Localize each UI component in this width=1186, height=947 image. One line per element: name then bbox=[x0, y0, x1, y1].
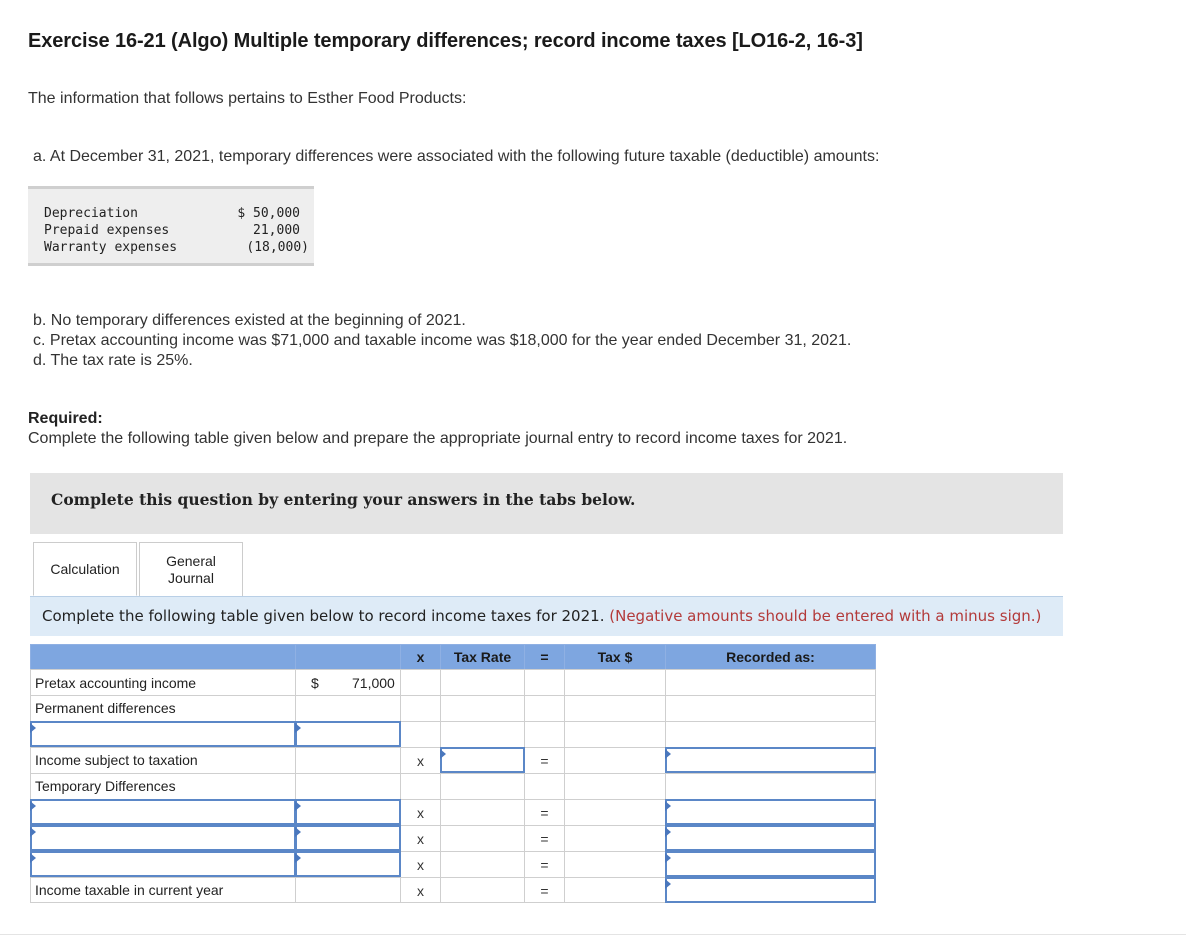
recorded-as-input[interactable] bbox=[665, 747, 876, 773]
multiply-symbol: x bbox=[417, 857, 424, 873]
temp-diff-2-recorded-as-input[interactable] bbox=[665, 825, 876, 851]
temp-diff-1-recorded-as-input[interactable] bbox=[665, 799, 876, 825]
header-tax-rate: Tax Rate bbox=[440, 644, 525, 670]
current-year-recorded-as-input[interactable] bbox=[665, 877, 876, 903]
temp-diff-2-description-input[interactable] bbox=[30, 825, 296, 851]
header-amount bbox=[295, 644, 401, 670]
input-marker-icon bbox=[665, 853, 671, 863]
input-marker-icon bbox=[30, 801, 36, 811]
equals-symbol: = bbox=[540, 831, 549, 847]
permanent-diff-amount-input[interactable] bbox=[295, 721, 401, 747]
temp-diff-2-amount-input[interactable] bbox=[295, 825, 401, 851]
temp-diff-3-description-input[interactable] bbox=[30, 851, 296, 877]
tab-general-journal-line1: General bbox=[166, 552, 216, 569]
input-marker-icon bbox=[30, 853, 36, 863]
given-amount: (18,000) bbox=[246, 240, 309, 255]
header-tax-dollar: Tax $ bbox=[564, 644, 666, 670]
header-recorded-as: Recorded as: bbox=[665, 644, 876, 670]
input-marker-icon bbox=[295, 853, 301, 863]
row-divider bbox=[30, 695, 876, 696]
exercise-title: Exercise 16-21 (Algo) Multiple temporary differences; record income taxes [LO16-2, 16-3] bbox=[28, 30, 863, 52]
row-label-pretax: Pretax accounting income bbox=[35, 675, 197, 691]
header-description bbox=[30, 644, 296, 670]
given-amounts-table bbox=[28, 186, 314, 266]
given-label: Prepaid expenses bbox=[44, 223, 170, 238]
permanent-diff-description-input[interactable] bbox=[30, 721, 296, 747]
tax-rate-input[interactable] bbox=[440, 747, 525, 773]
col-tax-dollar bbox=[564, 669, 666, 903]
item-b-text: b. No temporary differences existed at the beginning of 2021. bbox=[33, 312, 466, 329]
given-row-depreciation bbox=[44, 206, 309, 223]
row-label-temporary-differences: Temporary Differences bbox=[35, 778, 176, 794]
input-marker-icon bbox=[295, 723, 301, 733]
temp-diff-1-amount-input[interactable] bbox=[295, 799, 401, 825]
item-c-text: c. Pretax accounting income was $71,000 and taxable income was $18,000 for the year ended December 31, 2021. bbox=[33, 332, 852, 349]
given-amount: 21,000 bbox=[253, 223, 300, 238]
required-label: Required: bbox=[28, 410, 103, 427]
multiply-symbol: x bbox=[417, 883, 424, 899]
equals-symbol: = bbox=[540, 883, 549, 899]
row-label-taxable-current-year: Income taxable in current year bbox=[35, 882, 224, 898]
item-d-text: d. The tax rate is 25%. bbox=[33, 352, 193, 369]
tab-calculation[interactable]: Calculation bbox=[33, 542, 137, 596]
equals-symbol: = bbox=[540, 857, 549, 873]
input-marker-icon bbox=[295, 827, 301, 837]
input-marker-icon bbox=[30, 723, 36, 733]
instruction-banner: Complete this question by entering your answers in the tabs below. bbox=[30, 473, 1063, 534]
table-instruction bbox=[30, 596, 1063, 636]
input-marker-icon bbox=[665, 749, 671, 759]
input-marker-icon bbox=[30, 827, 36, 837]
multiply-symbol: x bbox=[417, 831, 424, 847]
pretax-amount: 71,000 bbox=[352, 675, 395, 691]
input-marker-icon bbox=[665, 879, 671, 889]
equals-symbol: = bbox=[540, 753, 549, 769]
row-divider bbox=[30, 773, 876, 774]
input-marker-icon bbox=[665, 801, 671, 811]
instruction-note: (Negative amounts should be entered with a minus sign.) bbox=[609, 607, 1042, 625]
tab-general-journal[interactable] bbox=[139, 542, 243, 596]
input-marker-icon bbox=[295, 801, 301, 811]
required-text: Complete the following table given below and prepare the appropriate journal entry to record income taxes for 2021. bbox=[28, 430, 848, 447]
page-divider bbox=[0, 934, 1186, 935]
currency-symbol: $ bbox=[311, 675, 319, 691]
intro-text: The information that follows pertains to Esther Food Products: bbox=[28, 90, 467, 107]
given-label: Warranty expenses bbox=[44, 240, 178, 255]
given-label: Depreciation bbox=[44, 206, 138, 221]
instruction-text: Complete the following table given below to record income taxes for 2021. bbox=[42, 607, 605, 625]
temp-diff-3-recorded-as-input[interactable] bbox=[665, 851, 876, 877]
given-amount: $ 50,000 bbox=[237, 206, 300, 221]
item-a-text: a. At December 31, 2021, temporary differences were associated with the following future taxable (deductible) amounts: bbox=[33, 148, 880, 165]
col-tax-rate bbox=[440, 669, 525, 903]
given-row-warranty bbox=[44, 240, 309, 257]
row-label-permanent: Permanent differences bbox=[35, 700, 176, 716]
multiply-symbol: x bbox=[417, 753, 424, 769]
header-equals: = bbox=[524, 644, 565, 670]
tab-general-journal-line2: Journal bbox=[168, 569, 214, 586]
header-x: x bbox=[400, 644, 441, 670]
temp-diff-1-description-input[interactable] bbox=[30, 799, 296, 825]
input-marker-icon bbox=[665, 827, 671, 837]
input-marker-icon bbox=[440, 749, 446, 759]
temp-diff-3-amount-input[interactable] bbox=[295, 851, 401, 877]
equals-symbol: = bbox=[540, 805, 549, 821]
row-label-subject-to-taxation: Income subject to taxation bbox=[35, 752, 198, 768]
given-row-prepaid bbox=[44, 223, 309, 240]
multiply-symbol: x bbox=[417, 805, 424, 821]
